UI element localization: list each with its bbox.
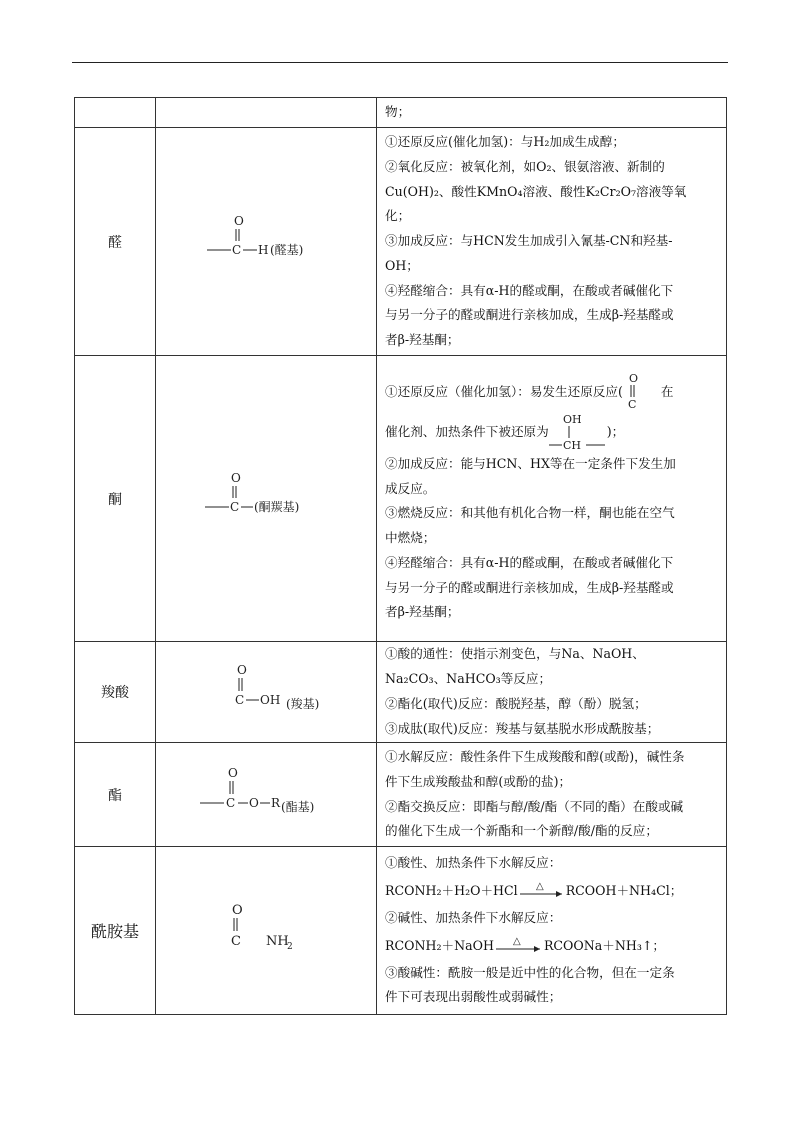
svg-text:O: O bbox=[234, 213, 244, 228]
desc-line: ④羟醛缩合：具有α-H的醛或酮，在酸或者碱催化下 bbox=[385, 554, 674, 570]
desc-line: 的催化下生成一个新酯和一个新醇/酸/酯的反应； bbox=[385, 823, 658, 839]
table-row bbox=[75, 356, 727, 642]
desc-line: 者β-羟基酮； bbox=[385, 604, 460, 620]
table-row bbox=[75, 642, 727, 743]
svg-text:(羧基): (羧基) bbox=[286, 697, 320, 711]
table-row bbox=[75, 847, 727, 1015]
structure-cell bbox=[156, 128, 377, 356]
desc-line: Cu(OH)₂、酸性KMnO₄溶液、酸性K₂Cr₂O₇溶液等氧 bbox=[385, 183, 687, 199]
carbonyl-structure bbox=[623, 372, 653, 412]
carboxyl-group-structure bbox=[191, 662, 341, 718]
svg-text:(酯基): (酯基) bbox=[281, 799, 315, 814]
svg-text:O: O bbox=[231, 470, 241, 485]
desc-cell bbox=[377, 128, 727, 356]
desc-line: 与另一分子的醛或酮进行亲核加成，生成β-羟基醛或 bbox=[385, 579, 674, 595]
desc-cell bbox=[377, 743, 727, 847]
alcohol-structure bbox=[549, 412, 607, 452]
desc-line: ①还原反应（催化加氢）：易发生还原反应( O C 在 bbox=[385, 372, 674, 412]
structure-cell bbox=[156, 743, 377, 847]
aldehyde-group-structure bbox=[191, 213, 341, 267]
desc-line: ①酸性、加热条件下水解反应： bbox=[385, 854, 562, 870]
svg-text:2: 2 bbox=[287, 941, 293, 952]
svg-text:O: O bbox=[628, 372, 638, 386]
svg-text:(醛基): (醛基) bbox=[270, 242, 304, 257]
table-row bbox=[75, 743, 727, 847]
svg-text:O: O bbox=[249, 795, 259, 810]
desc-line: ②酯化(取代)反应：酸脱羟基，醇（酚）脱氢； bbox=[385, 696, 647, 711]
svg-text:△: △ bbox=[512, 936, 521, 947]
svg-text:NH: NH bbox=[266, 933, 289, 949]
structure-cell bbox=[156, 847, 377, 1015]
desc-line: ①水解反应：酸性条件下生成羧酸和醇(或酚)，碱性条 bbox=[385, 748, 685, 764]
heat-arrow bbox=[518, 879, 566, 903]
desc-line: 件下可表现出弱酸性或弱碱性； bbox=[385, 989, 562, 1005]
desc-cell bbox=[377, 847, 727, 1015]
structure-cell bbox=[156, 356, 377, 642]
desc-line: ②氧化反应：被氧化剂，如O₂、银氨溶液、新制的 bbox=[385, 158, 665, 174]
svg-text:C: C bbox=[230, 499, 240, 514]
svg-text:OH: OH bbox=[562, 413, 582, 427]
svg-text:O: O bbox=[228, 765, 238, 780]
desc-line: 催化剂、加热条件下被还原为 OH CH )； bbox=[385, 413, 625, 452]
structure-cell bbox=[156, 98, 377, 128]
desc-line: ③酸碱性：酰胺一般是近中性的化合物，但在一定条 bbox=[385, 964, 675, 980]
desc-line: 成反应。 bbox=[385, 480, 436, 496]
desc-line: ①酸的通性：使指示剂变色，与Na、NaOH、 bbox=[385, 646, 645, 662]
desc-line: ③加成反应：与HCN发生加成引入氰基-CN和羟基- bbox=[385, 233, 673, 249]
group-name: 酰胺基 bbox=[75, 847, 156, 1015]
desc-line: OH； bbox=[385, 257, 419, 273]
group-name: 酯 bbox=[75, 743, 156, 847]
functional-group-table bbox=[74, 97, 727, 1015]
svg-text:O: O bbox=[237, 663, 247, 677]
desc-line: 物； bbox=[385, 104, 411, 120]
ester-group-structure bbox=[186, 765, 346, 821]
desc-line: ②加成反应：能与HCN、HX等在一定条件下发生加 bbox=[385, 455, 676, 471]
svg-text:C: C bbox=[231, 933, 241, 949]
equation-line: RCONH₂＋H₂O＋HCl △ RCOOH＋NH₄Cl； bbox=[385, 876, 720, 906]
svg-text:△: △ bbox=[535, 881, 544, 893]
desc-line: ④羟醛缩合：具有α-H的醛或酮，在酸或者碱催化下 bbox=[385, 282, 674, 298]
equation-line: RCONH₂＋NaOH △ RCOONa＋NH₃↑； bbox=[385, 931, 720, 961]
desc-line: 与另一分子的醛或酮进行亲核加成，生成β-羟基醛或 bbox=[385, 307, 674, 323]
desc-cell bbox=[377, 356, 727, 642]
desc-line: ②酯交换反应：即酯与醇/酸/酯（不同的酯）在酸或碱 bbox=[385, 798, 684, 814]
group-name: 醛 bbox=[75, 128, 156, 356]
heat-arrow bbox=[494, 934, 544, 958]
svg-text:O: O bbox=[232, 902, 243, 918]
table-row bbox=[75, 98, 727, 128]
desc-line: ③燃烧反应：和其他有机化合物一样，酮也能在空气 bbox=[385, 505, 675, 521]
group-name: 羧酸 bbox=[75, 642, 156, 743]
ketone-group-structure bbox=[191, 470, 341, 524]
svg-text:H: H bbox=[258, 242, 269, 257]
desc-cell bbox=[377, 98, 727, 128]
desc-line: ③成肽(取代)反应：羧基与氨基脱水形成酰胺基； bbox=[385, 720, 660, 736]
svg-text:C: C bbox=[627, 398, 637, 412]
desc-line: 者β-羟基酮； bbox=[385, 332, 460, 348]
desc-cell bbox=[377, 642, 727, 743]
amide-group-structure bbox=[191, 901, 341, 957]
svg-text:(酮羰基): (酮羰基) bbox=[254, 499, 300, 514]
structure-cell bbox=[156, 642, 377, 743]
svg-text:CH: CH bbox=[562, 439, 581, 452]
table-row bbox=[75, 128, 727, 356]
group-name: 酮 bbox=[75, 356, 156, 642]
name-cell bbox=[75, 98, 156, 128]
desc-line: ①还原反应(催化加氢)：与H₂加成生成醇； bbox=[385, 133, 625, 149]
svg-text:C: C bbox=[226, 795, 236, 810]
desc-line: 件下生成羧酸盐和醇(或酚的盐)； bbox=[385, 773, 572, 789]
svg-text:R: R bbox=[271, 795, 281, 810]
svg-text:OH: OH bbox=[260, 693, 281, 707]
header-rule bbox=[72, 62, 728, 63]
desc-line: ②碱性、加热条件下水解反应： bbox=[385, 909, 562, 925]
svg-text:C: C bbox=[235, 693, 245, 707]
desc-line: Na₂CO₃、NaHCO₃等反应； bbox=[385, 671, 552, 687]
svg-text:C: C bbox=[232, 242, 242, 257]
desc-line: 化； bbox=[385, 208, 411, 224]
desc-line: 中燃烧； bbox=[385, 530, 436, 546]
